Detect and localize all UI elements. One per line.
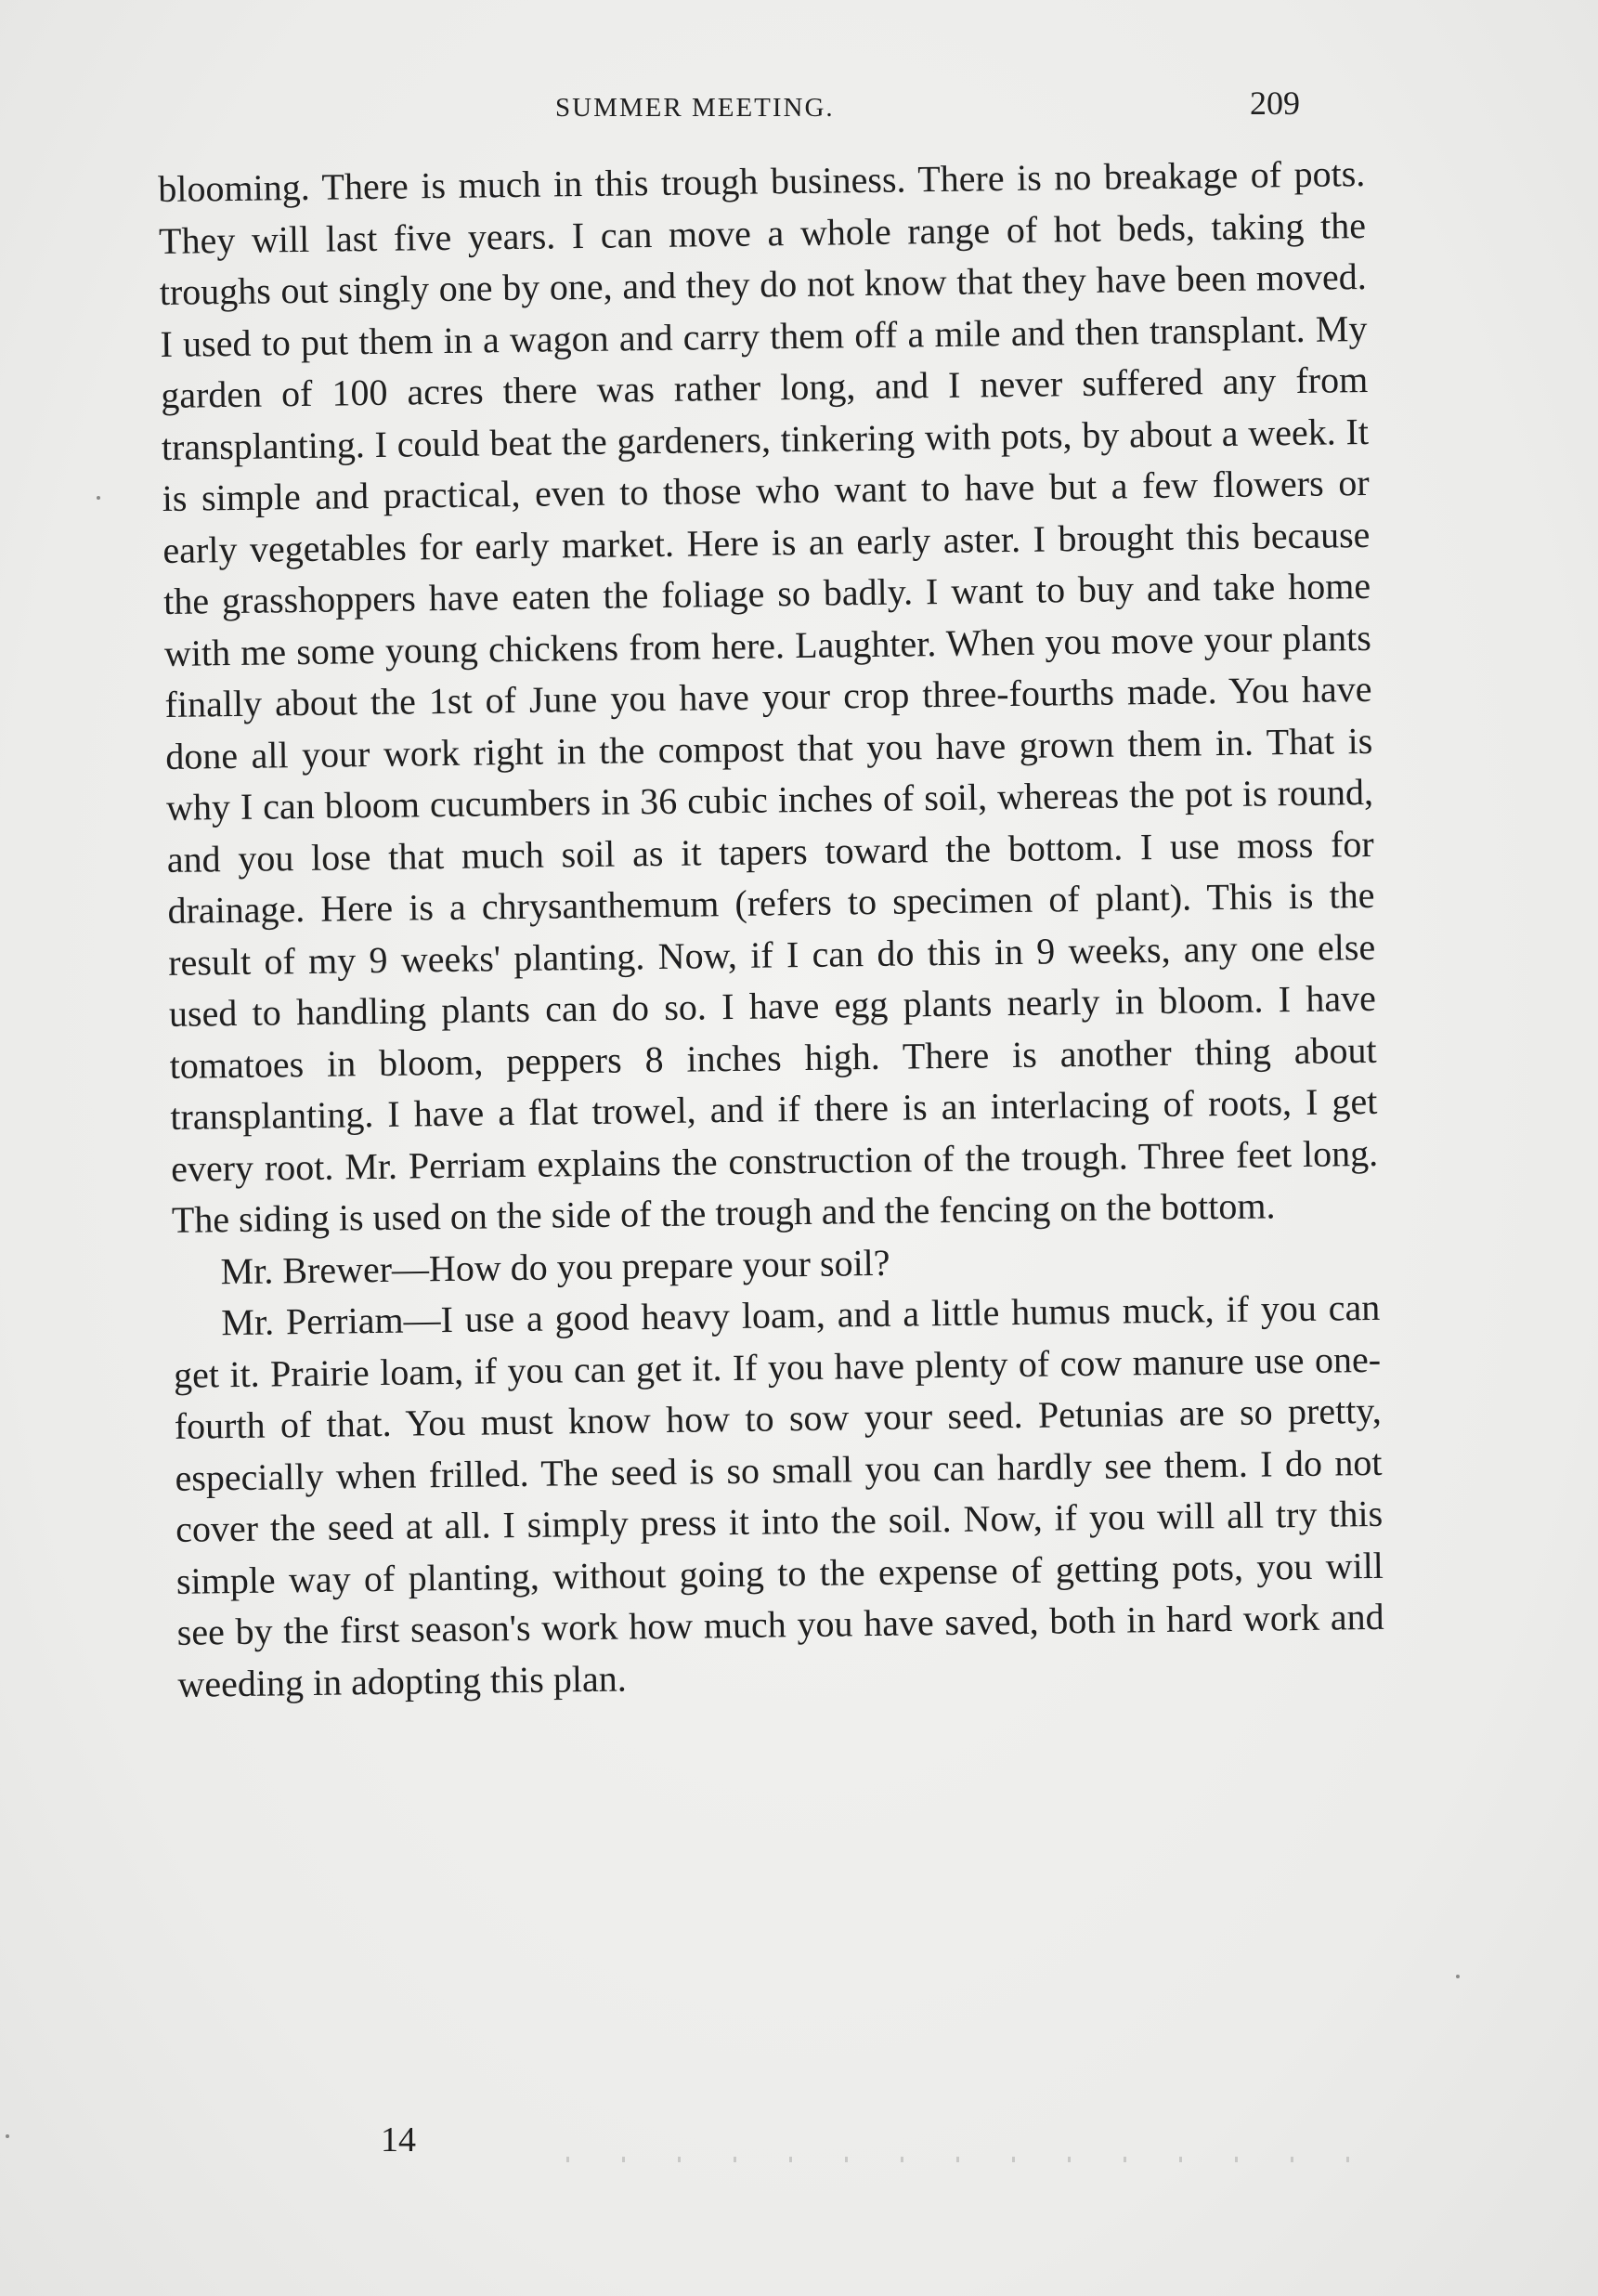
bleed-through-marks [539, 2157, 1374, 2162]
paper-speck [1456, 1975, 1460, 1978]
paper-speck [97, 496, 100, 500]
paragraph: Mr. Perriam—I use a good heavy loam, and a little humus muck, if you can get it. Prairie loam, if you can get it. If you have plenty of cow manure use one-fourth of that. You must know how to sow your seed. Petunias are so pretty, especially when frilled. The seed is so small you can hardly see them. I do not cover the seed at all. I simply press it into the soil. Now, if you will all try this simple way of planting, without going to the expense of getting pots, you will see by the first season's work how much you have saved, both in hard work and weeding in adopting this plan. [173, 1285, 1384, 1705]
paper-speck [6, 2134, 9, 2138]
paragraph: blooming. There is much in this trough business. There is no breakage of pots. They will last five years. I can move a whole range of hot beds, taking the troughs out singly one by one, and they do not know that they have been moved. I used to put them in a wagon and carry them off a mile and then transplant. My garden of 100 acres there was rather long, and I never suffered any from transplanting. I could beat the gardeners, tinkering with pots, by about a week. It is simple and practical, even to those who want to have but a few flowers or early vegetables for early market. Here is an early aster. I brought this because the grasshoppers have eaten the foliage so badly. I want to buy and take home with me some young chickens from here. Laughter. When you move your plants finally about the 1st of June you have your crop three-fourths made. You have done all your work right in the compost that you have grown them in. That is why I can bloom cucumbers in 36 cubic inches of soil, whereas the pot is round, and you lose that much soil as it tapers toward the bottom. I use moss for drainage. Here is a chrysanthemum (refers to specimen of plant). This is the result of my 9 weeks' planting. Now, if I can do this in 9 weeks, any one else used to handling plants can do so. I have egg plants nearly in bloom. I have tomatoes in bloom, peppers 8 inches high. There is another thing about transplanting. I have a flat trowel, and if there is an interlacing of roots, I get every root. Mr. Perriam explains the construction of the trough. Three feet long. The siding is used on the side of the trough and the fencing on the bottom. [158, 151, 1379, 1241]
signature-mark: 14 [381, 2120, 416, 2159]
page-number: 209 [1250, 85, 1300, 122]
running-head: SUMMER MEETING. [555, 93, 835, 123]
paragraph: Mr. Brewer—How do you prepare your soil? [220, 1241, 890, 1292]
body-text [158, 148, 1385, 1710]
